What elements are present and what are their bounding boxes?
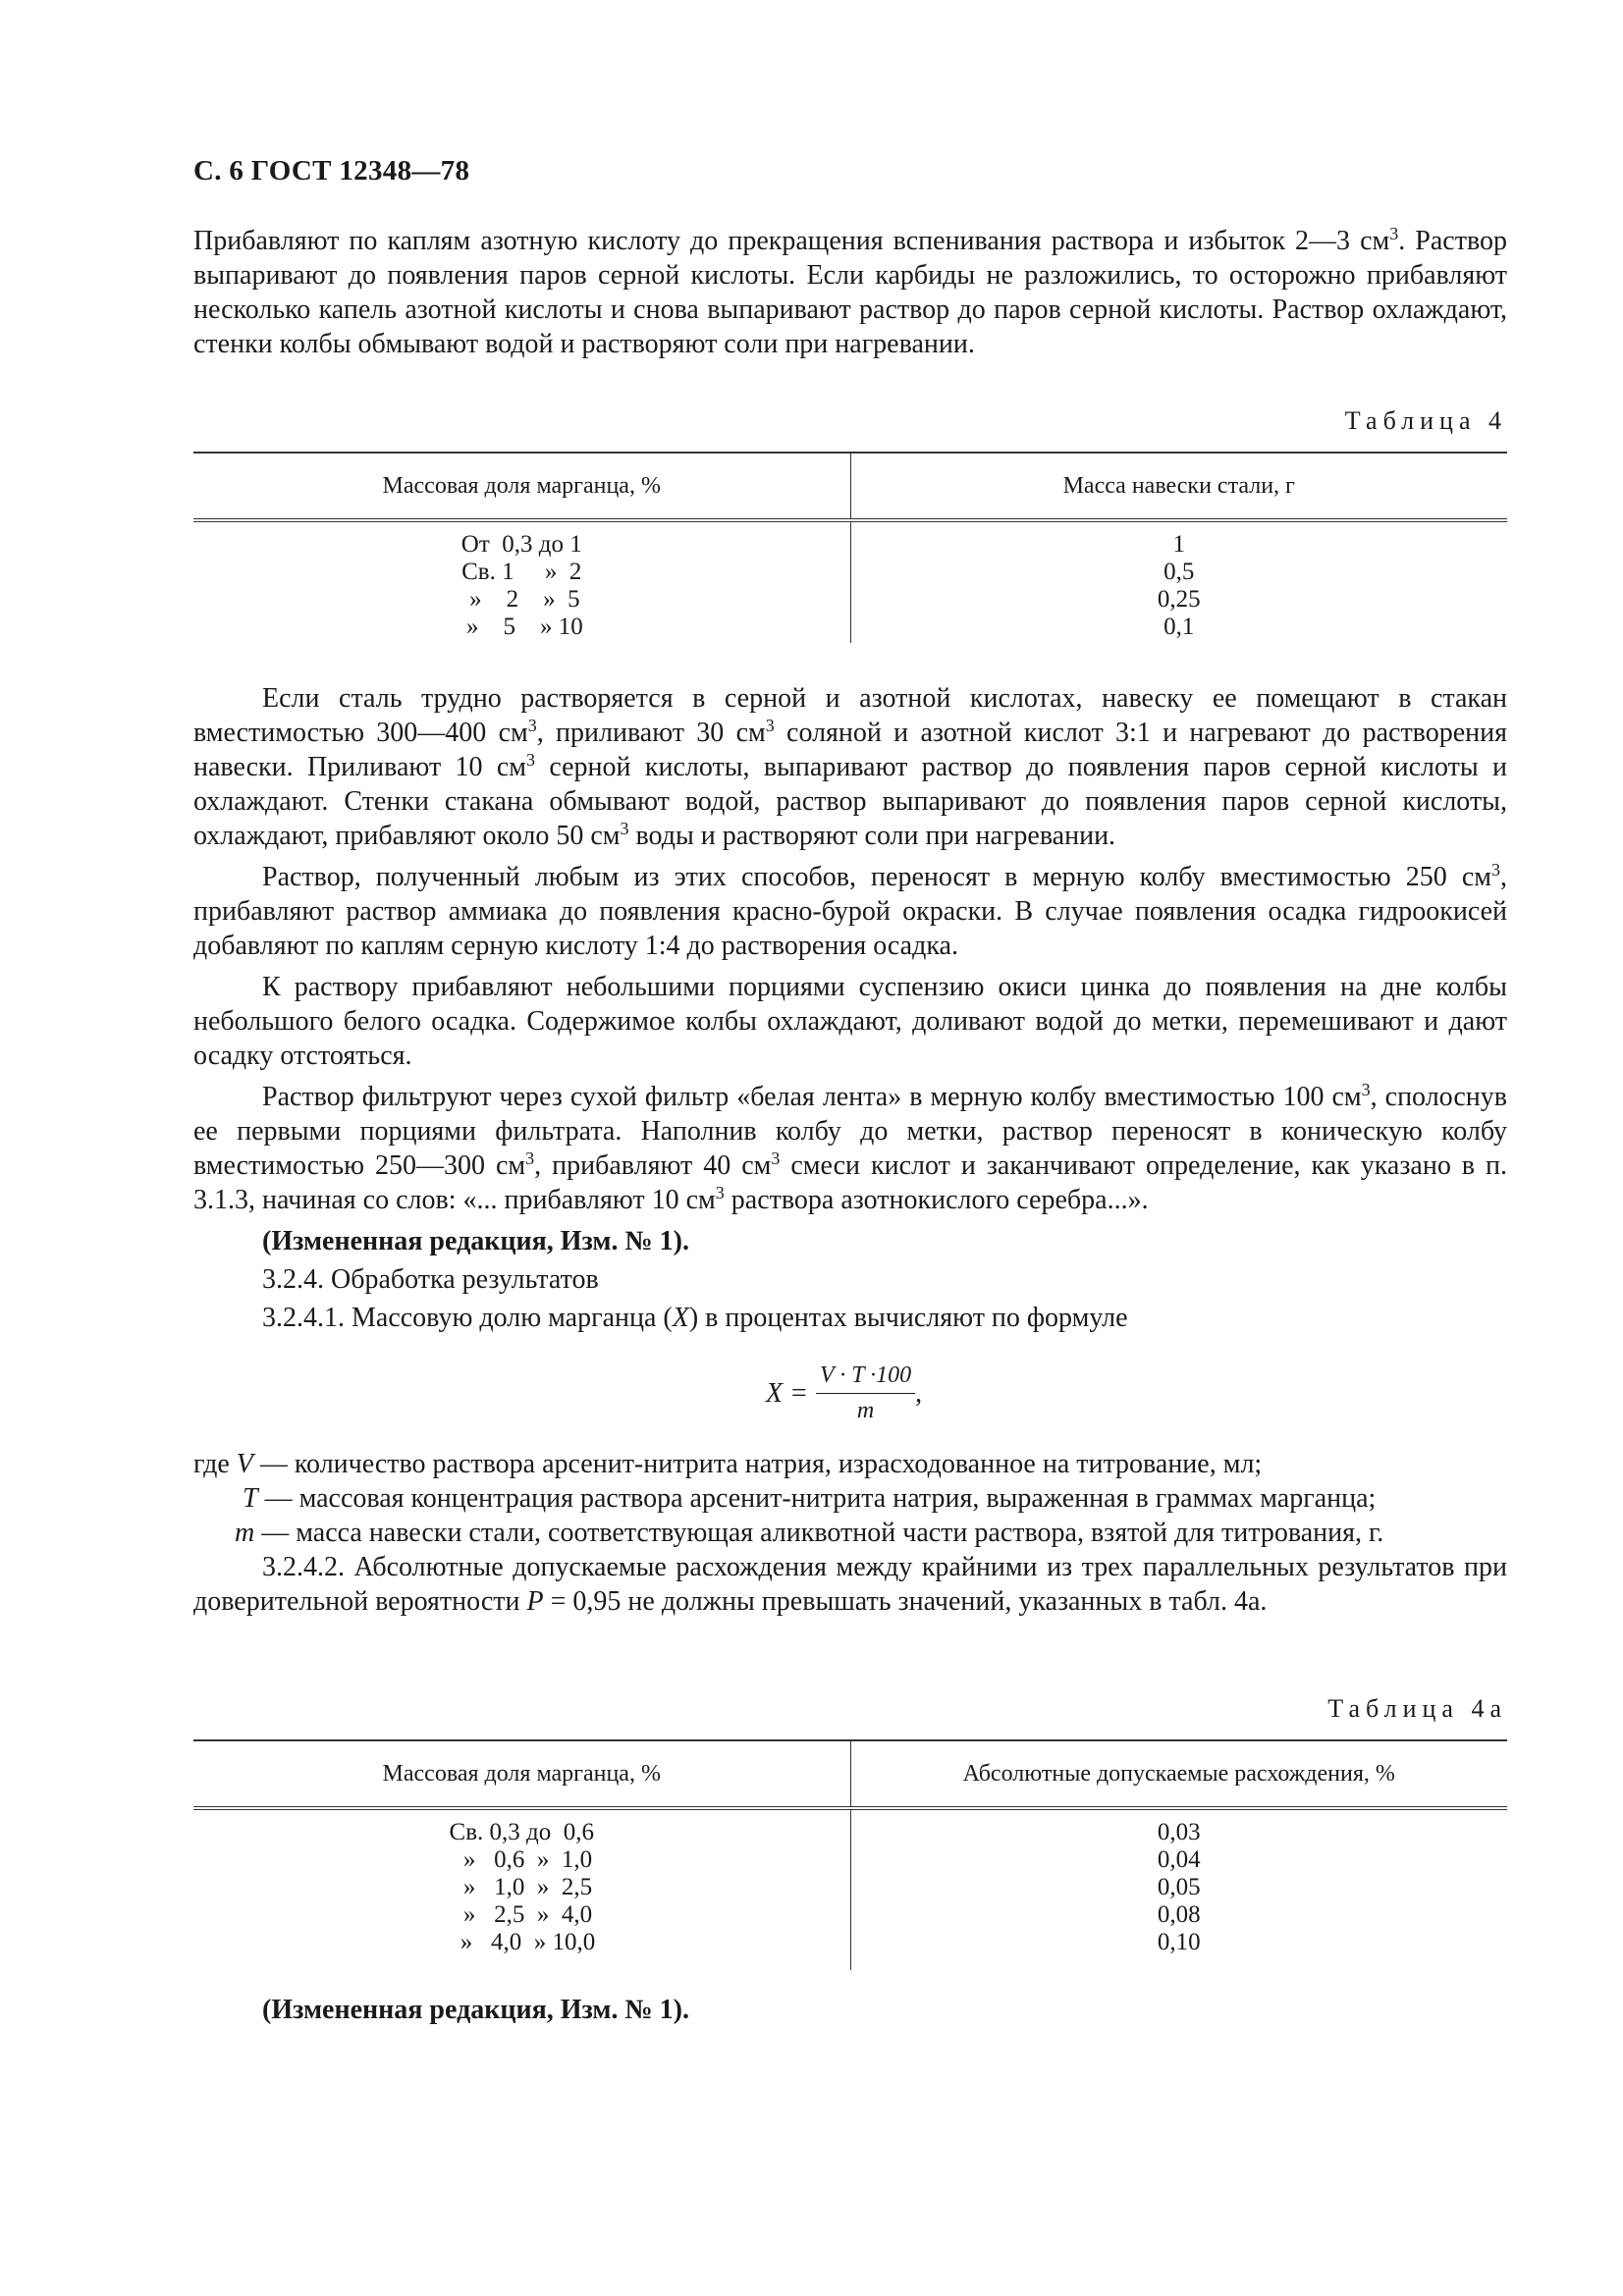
table-cell: 0,04 [1157, 1846, 1201, 1873]
legend-t: T — массовая концентрация раствора арсенит-нитрита натрия, выраженная в граммах марганца; [243, 1483, 1377, 1514]
table-4-caption: Таблица 4 [1344, 406, 1507, 435]
formula-lhs: X = [766, 1377, 808, 1409]
table-row: » 5 » 10 [460, 614, 583, 640]
table-4a [193, 1739, 1507, 1970]
table-4 [193, 452, 1507, 643]
table-cell: 0,03 [1157, 1819, 1201, 1845]
formula-fraction [816, 1362, 915, 1424]
formula-legend [193, 1447, 1507, 1619]
table-4a-caption: Таблица 4а [1327, 1694, 1507, 1723]
table-4a-col1-header: Массовая доля марганца, % [193, 1741, 851, 1806]
paragraph-3: Раствор, полученный любым из этих способов, переносят в мерную колбу вместимостью 250 $см^3$, прибавляют раствор аммиака до появления красно-бурой окраски. В случае появления осадка гидроокисей добавляют по каплям серную кислоту 1:4 до растворения осадка. [193, 860, 1507, 961]
table-cell: 0,05 [1157, 1874, 1201, 1900]
table-4a-col2-header: Абсолютные допускаемые расхождения, % [962, 1760, 1395, 1787]
table-row: » 0,6 » 1,0 [451, 1846, 593, 1873]
table-cell: 0,10 [1157, 1929, 1201, 1955]
paragraph-4: К раствору прибавляют небольшими порциями суспензию окиси цинка до появления на дне колбы небольшого белого осадка. Содержимое колбы охлаждают, доливают водой до метки, перемешивают и дают осадку отстояться. [193, 972, 1507, 1071]
table-row: » 2 » 5 [462, 586, 580, 613]
section-3-2-4-2: 3.2.4.2. Абсолютные допускаемые расхождения между крайними из трех параллельных результатов при доверительной вероятности P = 0,95 не должны превышать значений, указанных в табл. 4а. [193, 1552, 1507, 1617]
formula: X = $\frac{V \cdot T \cdot 100}{m}$ , [766, 1362, 923, 1423]
table-cell: 0,5 [1163, 559, 1195, 585]
table-row: » 1,0 » 2,5 [451, 1874, 593, 1900]
formula-numerator: V · T ·100 [816, 1362, 915, 1394]
table-cell: 0,08 [1157, 1901, 1201, 1928]
page-header: С. 6 ГОСТ 12348—78 [193, 155, 470, 187]
body-text [193, 681, 1507, 1335]
table-4-col2-header: Масса навески стали, г [1062, 472, 1295, 499]
section-3-2-4: 3.2.4. Обработка результатов [262, 1264, 599, 1295]
legend-v: где V — количество раствора арсенит-нитрита натрия, израсходованное на титрование, мл; [193, 1449, 1263, 1479]
table-row: Св. 1 » 2 [461, 559, 582, 585]
section-3-2-4-1: 3.2.4.1. Массовую долю марганца (X) в процентах вычисляют по формуле [262, 1303, 1128, 1333]
amendment-note: (Измененная редакция, Изм. № 1). [262, 1226, 689, 1256]
amendment-note-final: (Измененная редакция, Изм. № 1). [262, 1995, 689, 2025]
table-cell: 0,1 [1163, 614, 1195, 640]
paragraph-2: Если сталь трудно растворяется в серной и азотной кислотах, навеску ее помещают в стакан вместимостью 300—400 $см^3$, приливают 30 $см^3$ соляной и азотной кислот 3:1 и нагревают до растворения навески. Приливают 10 $см^3$ серной кислоты, выпаривают раствор до появления паров серной кислоты и охлаждают. Стенки стакана обмывают водой, раствор выпаривают до появления паров серной кислоты, охлаждают, прибавляют около 50 $см^3$ воды и растворяют соли при нагревании. [193, 683, 1508, 851]
table-row: Св. 0,3 до 0,6 [449, 1819, 594, 1845]
table-row: От 0,3 до 1 [460, 531, 582, 558]
table-cell: 0,25 [1157, 586, 1201, 613]
table-4-col1-header: Массовая доля марганца, % [193, 454, 851, 518]
formula-denominator: m [856, 1398, 875, 1423]
paragraph-intro: Прибавляют по каплям азотную кислоту до прекращения вспенивания раствора и избыток 2—3 $см^3$. Раствор выпаривают до появления паров серной кислоты. Если карбиды не разложились, то осторожно прибавляют несколько капель азотной кислоты и снова выпаривают раствор до паров серной кислоты. Раствор охлаждают, стенки колбы обмывают водой и растворяют соли при нагревании. [193, 224, 1507, 359]
table-cell: 1 [1172, 531, 1185, 558]
table-row: » 2,5 » 4,0 [451, 1901, 593, 1928]
table-row: » 4,0 » 10,0 [448, 1929, 596, 1955]
paragraph-5: Раствор фильтруют через сухой фильтр «белая лента» в мерную колбу вместимостью 100 $см^3$, сполоснув ее первыми порциями фильтрата. Наполнив колбу до метки, раствор переносят в коническую колбу вместимостью 250—300 $см^3$, прибавляют 40 $см^3$ смеси кислот и заканчивают определение, как указано в п. 3.1.3, начиная со слов: «... прибавляют 10 $см^3$ раствора азотнокислого серебра...». [193, 1080, 1507, 1215]
legend-m: m — масса навески стали, соответствующая аликвотной части раствора, взятой для титрования, г. [235, 1518, 1384, 1548]
